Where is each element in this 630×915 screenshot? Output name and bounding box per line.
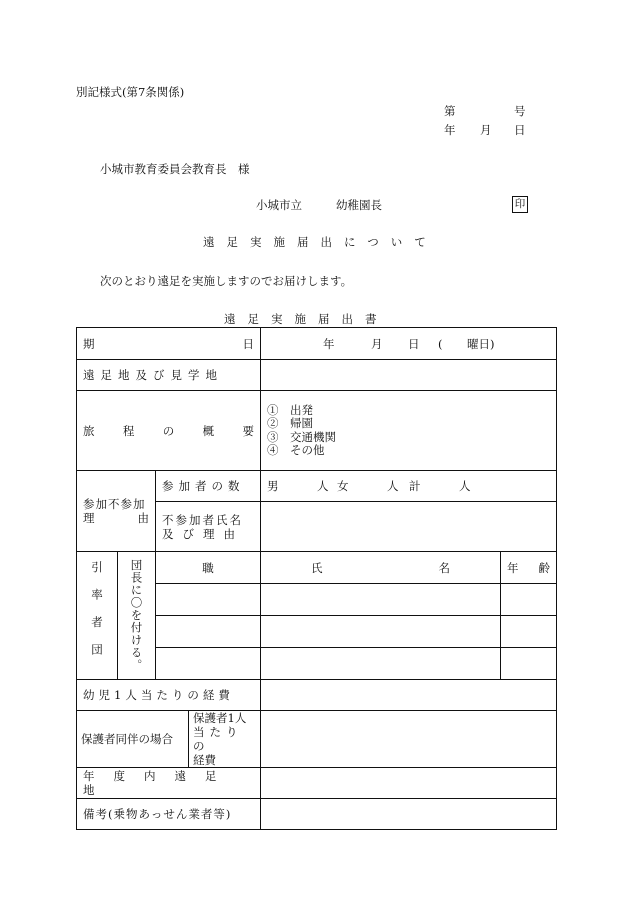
date-month: 月: [480, 123, 492, 137]
guardian-cost-value[interactable]: [261, 711, 557, 768]
leader-position-cell[interactable]: [156, 584, 261, 616]
guardian-label: 保護者同伴の場合: [77, 711, 189, 768]
intro-text: 次のとおり遠足を実施しますのでお届けします。: [100, 274, 353, 288]
date-label: 期 日: [83, 336, 254, 351]
leader-name-cell[interactable]: [261, 616, 501, 648]
participants-label: 参加者の数: [156, 471, 261, 502]
leader-age-cell[interactable]: [501, 584, 557, 616]
row-itinerary: [77, 391, 557, 471]
sender-prefix: 小城市立: [256, 198, 302, 212]
annual-label: 年度内遠足地: [77, 768, 261, 799]
annual-value[interactable]: [261, 768, 557, 799]
leader-age-cell[interactable]: [501, 616, 557, 648]
notice-title: 遠足実施届出について: [203, 235, 438, 249]
col-position: 職: [156, 552, 261, 584]
absent-value[interactable]: [261, 502, 557, 552]
destination-label: 遠足地及び見学地: [77, 360, 261, 391]
number-suffix: 号: [514, 104, 526, 118]
row-date: [77, 328, 557, 360]
cost-label: 幼児1人当たりの経費: [77, 680, 261, 711]
date-year: 年: [444, 123, 456, 137]
leader-name-cell[interactable]: [261, 648, 501, 680]
notification-form-table: [76, 327, 557, 830]
destination-value[interactable]: [261, 360, 557, 391]
row-guardian: [77, 711, 557, 768]
cost-value[interactable]: [261, 680, 557, 711]
row-destination: [77, 360, 557, 391]
leader-age-cell[interactable]: [501, 648, 557, 680]
form-title: 遠足実施届出書: [224, 312, 389, 326]
leader-name-cell[interactable]: [261, 584, 501, 616]
itinerary-label: 旅 程 の 概 要: [83, 423, 254, 438]
leader-position-cell[interactable]: [156, 648, 261, 680]
remarks-value[interactable]: [261, 799, 557, 830]
number-prefix: 第: [444, 104, 456, 118]
col-name: 氏 名: [311, 560, 450, 575]
leader-note: 団長に〇を付ける。: [118, 552, 156, 680]
row-cost: [77, 680, 557, 711]
row-leaders-header: [77, 552, 557, 584]
itinerary-items[interactable]: ① 出発 ② 帰園 ③ 交通機関 ④ その他: [261, 391, 557, 471]
row-remarks: [77, 799, 557, 830]
col-age: 年 齢: [507, 560, 550, 575]
leader-position-cell[interactable]: [156, 616, 261, 648]
sender-title: 幼稚園長: [336, 198, 382, 212]
absent-label: 不参加者氏名 及び理由: [156, 502, 261, 552]
date-value[interactable]: 年 月 日 ( 曜日): [261, 328, 557, 360]
participants-count[interactable]: 男 人 女 人 計 人: [261, 471, 557, 502]
addressee-honorific: 様: [238, 162, 250, 176]
participation-label: 参加不参加 理 由: [77, 471, 156, 552]
form-label: 別記様式(第7条関係): [76, 85, 185, 99]
row-participants: [77, 471, 557, 502]
remarks-label: 備考(乗物あっせん業者等): [77, 799, 261, 830]
date-day: 日: [514, 123, 526, 137]
addressee-name: 小城市教育委員会教育長: [100, 162, 227, 176]
guardian-cost-label: 保護者1人 当たりの 経費: [189, 711, 261, 768]
seal-stamp: 印: [512, 196, 528, 213]
leaders-label: 引率者団: [77, 552, 118, 680]
row-annual: [77, 768, 557, 799]
